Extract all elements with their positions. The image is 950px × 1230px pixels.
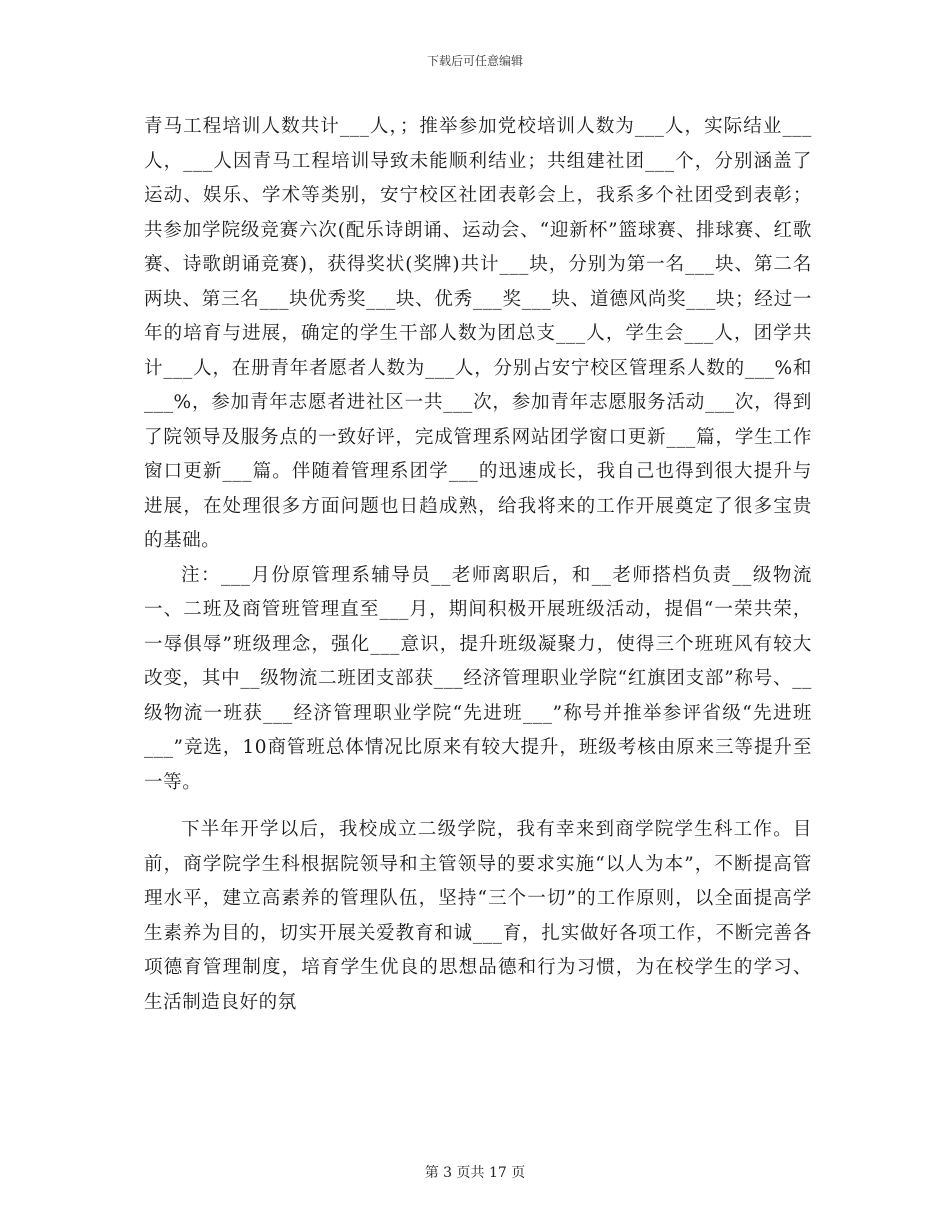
document-body — [144, 110, 812, 1020]
paragraph-statistics: 青马工程培训人数共计___人，；推举参加党校培训人数为___人，实际结业___人，___人因青马工程培训导致未能顺利结业；共组建社团___个，分别涵盖了运动、娱乐、学术等类别，安宁校区社团表彰会上，我系多个社团受到表彰；共参加学院级竞赛六次(配乐诗朗诵、运动会、“迎新杯”篮球赛、排球赛、红歌赛、诗歌朗诵竞赛)，获得奖状(奖牌)共计___块，分别为第一名___块、第二名两块、第三名___块优秀奖___块、优秀___奖___块、道德风尚奖___块；经过一年的培育与进展，确定的学生干部人数为团总支___人，学生会___人，团学共计___人，在册青年者愿者人数为___人，分别占安宁校区管理系人数的___%和___%，参加青年志愿者进社区一共___次，参加青年志愿服务活动___次，得到了院领导及服务点的一致好评，完成管理系网站团学窗口更新___篇，学生工作窗口更新___篇。伴随着管理系团学___的迅速成长，我自己也得到很大提升与进展，在处理很多方面问题也日趋成熟，给我将来的工作开展奠定了很多宝贵的基础。 — [144, 116, 812, 551]
page-footer: 第 3 页共 17 页 — [424, 1165, 526, 1181]
paragraph-second-half-year: 下半年开学以后，我校成立二级学院，我有幸来到商学院学生科工作。目前，商学院学生科根据院领导和主管领导的要求实施“以人为本”，不断提高管理水平，建立高素养的管理队伍，坚持“三个一切”的工作原则，以全面提高学生素养为目的，切实开展关爱教育和诚___育，扎实做好各项工作，不断完善各项德育管理制度，培育学生优良的思想品德和行为习惯，为在校学生的学习、生活制造良好的氛 — [144, 819, 812, 1013]
paragraph-spacer — [144, 800, 812, 813]
page-header: 下载后可任意编辑 — [426, 54, 523, 68]
paragraph-note: 注：___月份原管理系辅导员__老师离职后，和__老师搭档负责__级物流一、二班及商管班管理直至___月，期间积极开展班级活动，提倡“一荣共荣，一辱俱辱”班级理念，强化___意识，提升班级凝聚力，使得三个班班风有较大改变，其中__级物流二班团支部获___经济管理职业学院“红旗团支部”称号、__级物流一班获___经济管理职业学院“先进班___”称号并推举参评省级“先进班___”竞选，10商管班总体情况比原来有较大提升，班级考核由原来三等提升至一等。 — [144, 564, 812, 793]
